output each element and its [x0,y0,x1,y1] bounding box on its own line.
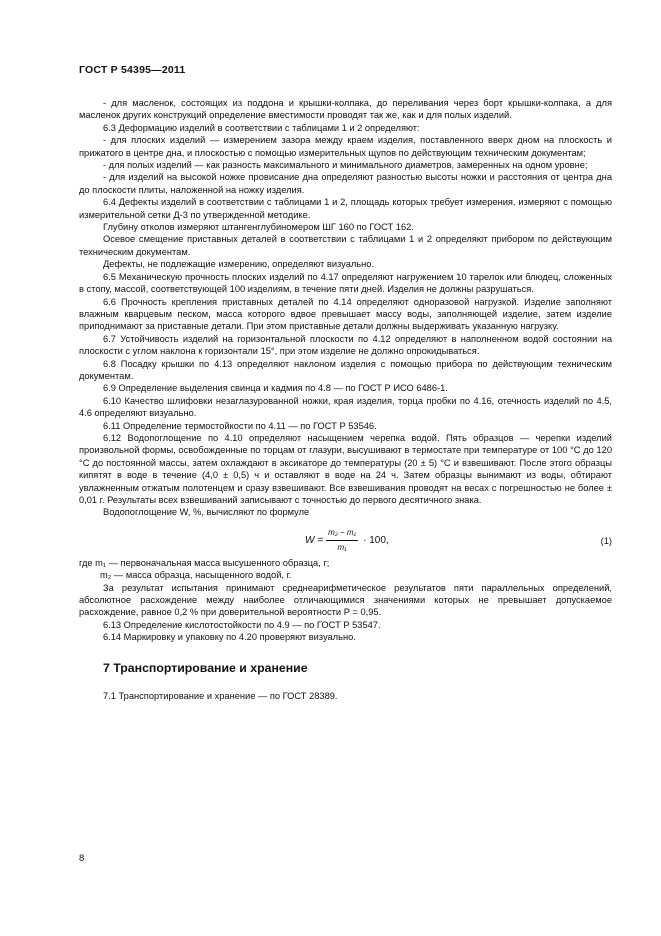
document-header: ГОСТ Р 54395—2011 [79,64,186,76]
paragraph: Дефекты, не подлежащие измерению, определяют визуально. [103,259,375,270]
paragraph: 6.4 Дефекты изделий в соответствии с таблицами 1 и 2, площадь которых требует измерения, измеряют с помощью измерительной сетки Д-3 по утвержденной методике. [79,197,612,220]
paragraph: - для полых изделий — как разность максимального и минимального диаметров, замеренных на одном уровне; [103,160,588,171]
formula-denominator: m₁ [337,543,347,553]
section-paragraph: 7.1 Транспортирование и хранение — по ГОСТ 28389. [103,691,338,702]
paragraph: 6.8 Посадку крышки по 4.13 определяют наклоном изделия с помощью прибора по действующим техническим документам. [79,358,612,381]
paragraph: - для плоских изделий — измерением зазора между краем изделия, поставленного вверх дном на плоскость и прижатого в центре дна, и плоскостью с помощью измерительных щупов по действующим техническим документам; [79,135,612,158]
formula-legend-1: где m₁ — первоначальная масса высушенного образца, г; [79,557,330,568]
paragraph: 6.3 Деформацию изделий в соответствии с таблицами 1 и 2 определяют: [103,122,420,133]
paragraph: - для изделий на высокой ножке провисание дна определяют разностью высоты ножки и расстояния от центра дна до плоскости плиты, наложенной на ножку изделия. [79,172,612,195]
formula-lhs: W = [305,534,324,546]
paragraph: Водопоглощение W, %, вычисляют по формуле [103,507,310,518]
paragraph: 6.5 Механическую прочность плоских изделий по 4.17 определяют нагружением 10 тарелок или блюдец, сложенных в стопу, массой, соответствующей 100 изделиям, в течение пяти дней. Изделия не должны разрушаться. [79,271,612,295]
paragraph: Глубину отколов измеряют штангенглубиномером ШГ 160 по ГОСТ 162. [103,222,414,233]
document-body [79,97,612,702]
paragraph: 6.14 Маркировку и упаковку по 4.20 проверяют визуально. [103,632,356,643]
paragraph: 6.10 Качество шлифовки незаглазурованной ножки, края изделия, торца пробки по 4.16, отечность изделий по 4.5, 4.6 определяют визуально. [79,395,612,419]
paragraph: Осевое смещение приставных деталей в соответствии с таблицами 1 и 2 определяют прибором по действующим техническим документам. [79,234,612,257]
formula-legend-2: m₂ — масса образца, насыщенного водой, г. [100,570,292,581]
formula-block [79,521,612,555]
formula-number: (1) [600,535,612,546]
paragraph: - для масленок, состоящих из поддона и крышки-колпака, до переливания через борт крышки-колпака, а для масленок других конструкций определение вместимости проводят так же, как и для полых изделий. [79,98,612,121]
formula-multiplier: · 100, [363,534,389,546]
section-title: 7 Транспортирование и хранение [103,660,308,675]
paragraph: 6.6 Прочность крепления приставных деталей по 4.14 определяют одноразовой нагрузкой. Изделие заполняют влажным кварцевым песком, масса которого вдвое превышает массу воды, заполняющей изделие, затем изделие приподнимают за приставные детали. При этом приставные детали должны выдерживать указанную нагрузку. [79,296,612,332]
page-number: 8 [79,853,85,864]
formula-numerator: m₂ − m₁ [326,527,358,541]
paragraph: 6.12 Водопоглощение по 4.10 определяют насыщением черепка водой. Пять образцов — черепки изделий произвольной формы, освобожденные по торцам от глазури, высушивают в термостате при температуре от 100 °С до 120 °С до постоянной массы, затем охлаждают в эксикаторе до температуры (20 ± 5) °С и взвешивают. После этого образцы кипятят в воде в течение (4,0 ± 0,5) ч и оставляют в воде на 24 ч. Затем образцы вынимают из воды, обтирают увлажненным отжатым полотенцем и сразу взвешивают. Все взвешивания проводят на весах с погрешностью не более ± 0,01 г. Результаты всех взвешиваний записывают с точностью до первого десятичного знака. [79,432,612,505]
paragraph: 6.13 Определение кислотостойкости по 4.9 — по ГОСТ Р 53547. [103,619,381,630]
formula-fraction [326,527,358,555]
paragraph: 6.9 Определение выделения свинца и кадмия по 4.8 — по ГОСТ Р ИСО 6486-1. [103,383,448,394]
formula [305,527,389,555]
paragraph: 6.7 Устойчивость изделий на горизонтальной плоскости по 4.12 определяют в наполненном водой состоянии на плоскости с углом наклона к горизонтали 15°, при этом изделие не должно опрокидываться. [79,333,612,357]
paragraph: 6.11 Определение термостойкости по 4.11 — по ГОСТ Р 53546. [103,420,377,431]
paragraph: За результат испытания принимают среднеарифметическое результатов пяти параллельных определений, абсолютное расхождение между наиболее отличающимися значениями которых не превышает допускаемое расхождение, равное 0,2 % при доверительной вероятности Р = 0,95. [79,582,612,618]
